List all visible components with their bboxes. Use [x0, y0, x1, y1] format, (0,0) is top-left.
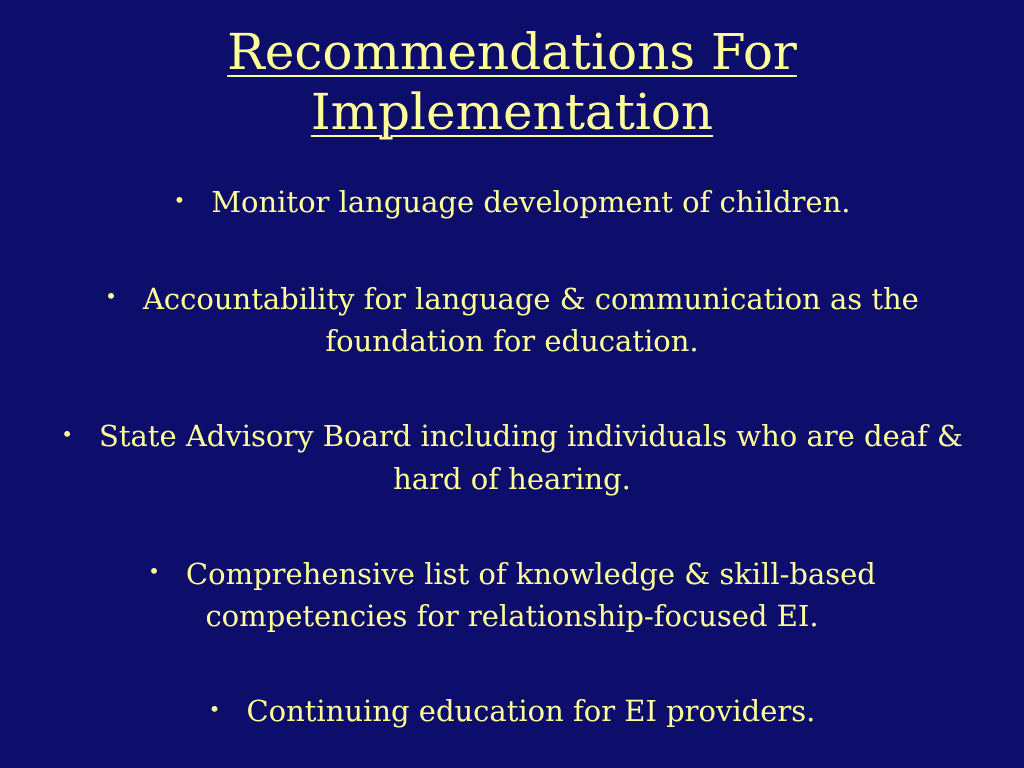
bullet-list — [60, 182, 964, 734]
bullet-icon: • — [148, 559, 160, 583]
bullet-text: Comprehensive list of knowledge & skill-based competencies for relationship-focused EI. — [185, 556, 876, 633]
bullet-icon: • — [105, 284, 117, 308]
bullet-item — [60, 554, 964, 638]
bullet-text: Monitor language development of children. — [211, 185, 851, 219]
title-line-2: Implementation — [310, 83, 714, 141]
bullet-icon: • — [208, 696, 221, 721]
bullet-text: State Advisory Board including individuals who are deaf & hard of hearing. — [98, 419, 963, 496]
bullet-item — [60, 416, 964, 500]
bullet-item — [60, 279, 964, 363]
bullet-text: Accountability for language & communication as the foundation for education. — [142, 281, 919, 358]
title-line-1: Recommendations For — [227, 23, 797, 81]
bullet-icon: • — [173, 187, 186, 212]
slide-title — [0, 22, 1024, 142]
bullet-text: Continuing education for EI providers. — [246, 694, 816, 728]
bullet-item — [60, 691, 964, 734]
bullet-icon: • — [61, 421, 73, 446]
bullet-item — [60, 182, 964, 225]
